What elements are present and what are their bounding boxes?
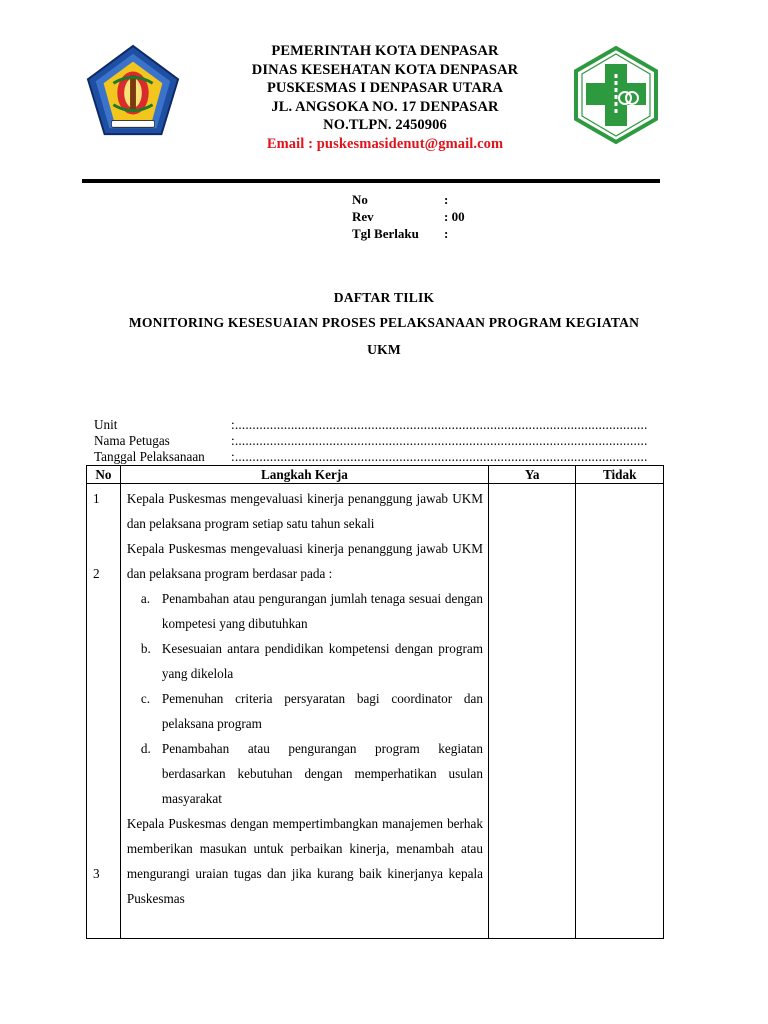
meta-tgl-value: : — [444, 226, 449, 241]
document-subtitle: MONITORING KESESUAIAN PROSES PELAKSANAAN PROGRAM KEGIATAN — [128, 315, 640, 330]
sub-item — [127, 636, 483, 686]
document-meta — [352, 191, 465, 242]
meta-no-value: : — [444, 192, 449, 207]
document-subtitle-2: UKM — [367, 342, 401, 357]
tanggal-dots: :...................................................................................................................... — [231, 449, 648, 464]
form-info — [94, 417, 651, 465]
table-row — [87, 484, 664, 939]
header-divider — [82, 179, 660, 183]
petugas-dots: :...................................................................................................................... — [231, 433, 648, 448]
list-item: Kepala Puskesmas dengan mempertimbangkan manajemen berhak memberikan masukan untuk perbaikan kinerja, menambah atau mengurangi uraian tugas dan jika kurang baik kinerjanya kepala Puskesmas — [126, 816, 483, 906]
item-number: 1 — [93, 491, 100, 506]
number-cell — [87, 484, 121, 939]
letterhead — [180, 42, 590, 154]
sub-item-label: d. — [140, 741, 151, 756]
header-langkah-kerja: Langkah Kerja — [120, 466, 488, 484]
checklist-table — [86, 465, 664, 939]
letterhead-line-2: DINAS KESEHATAN KOTA DENPASAR — [251, 61, 519, 78]
langkah-kerja-cell — [120, 484, 488, 939]
sub-item-text: Pemenuhan criteria persyaratan bagi coordinator dan pelaksana program — [161, 691, 483, 731]
sub-item-label: b. — [140, 641, 151, 656]
tidak-cell[interactable] — [576, 484, 664, 939]
header-tidak: Tidak — [576, 466, 664, 484]
meta-rev-value: : 00 — [444, 209, 465, 224]
meta-tgl-label: Tgl Berlaku — [352, 226, 419, 241]
petugas-label: Nama Petugas — [94, 433, 170, 448]
letterhead-email: Email : puskesmasidenut@gmail.com — [266, 135, 504, 152]
sub-item-label: c. — [140, 691, 151, 706]
sub-item — [127, 586, 483, 636]
ya-cell[interactable] — [488, 484, 575, 939]
letterhead-line-4: JL. ANGSOKA NO. 17 DENPASAR — [271, 98, 499, 115]
meta-no-label: No — [352, 192, 368, 207]
sub-item-text: Penambahan atau pengurangan jumlah tenaga sesuai dengan kompetesi yang dibutuhkan — [161, 591, 483, 631]
header-ya: Ya — [488, 466, 575, 484]
item-number: 2 — [93, 566, 100, 581]
unit-dots: :...................................................................................................................... — [231, 417, 648, 432]
sub-item-label: a. — [140, 591, 151, 606]
denpasar-emblem-logo — [84, 44, 182, 142]
list-item: Kepala Puskesmas mengevaluasi kinerja penanggung jawab UKM dan pelaksana program setiap satu tahun sekali — [126, 491, 483, 531]
table-header-row — [87, 466, 664, 484]
letterhead-line-1: PEMERINTAH KOTA DENPASAR — [271, 43, 499, 59]
tanggal-label: Tanggal Pelaksanaan — [94, 449, 205, 464]
sub-item — [127, 736, 483, 811]
document-title: DAFTAR TILIK — [333, 290, 435, 305]
letterhead-line-3: PUSKESMAS I DENPASAR UTARA — [266, 80, 504, 97]
sub-item-text: Kesesuaian antara pendidikan kompetensi dengan program yang dikelola — [161, 641, 483, 681]
sub-item-text: Penambahan atau pengurangan program kegiatan berdasarkan kebutuhan dengan memperhatikan usulan masyarakat — [161, 741, 483, 806]
list-item: Kepala Puskesmas mengevaluasi kinerja penanggung jawab UKM dan pelaksana program berdasar pada : — [126, 541, 483, 581]
meta-rev-label: Rev — [352, 209, 374, 224]
header-no: No — [87, 466, 121, 484]
unit-label: Unit — [94, 417, 118, 432]
sub-item — [127, 686, 483, 736]
letterhead-line-5: NO.TLPN. 2450906 — [323, 117, 447, 134]
item-number: 3 — [93, 866, 100, 881]
